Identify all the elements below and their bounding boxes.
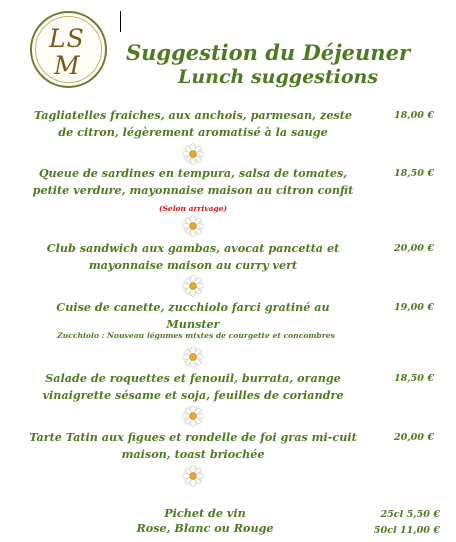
dish-3-description: Club sandwich aux gambas, avocat pancetta et mayonnaise maison au curry vert — [46, 241, 340, 272]
daisy-flower-icon — [182, 215, 204, 237]
title-english: Lunch suggestions — [178, 66, 379, 88]
dish-4-price: 19,00 € — [393, 302, 434, 313]
wine-label — [120, 506, 290, 536]
dish-6-description: Tarte Tatin aux figues et rondelle de foi gras mi-cuit maison, toast briochée — [29, 430, 357, 461]
daisy-flower-icon — [182, 465, 204, 487]
daisy-flower-icon — [182, 405, 204, 427]
dish-6-price: 20,00 € — [393, 432, 434, 443]
wine-label-line1: Pichet de vin — [164, 506, 246, 520]
dish-4-subnote: Zucchiolo : Nouveau légumes mixtes de courgette et concombres — [57, 331, 335, 340]
title-french: Suggestion du Déjeuner — [126, 40, 411, 65]
dish-2-price: 18,50 € — [393, 168, 434, 179]
daisy-flower-icon — [182, 275, 204, 297]
dish-3-price: 20,00 € — [393, 243, 434, 254]
dish-2-text: Queue de sardines en tempura, salsa de tomates, petite verdure, mayonnaise maison au citron confit — [32, 166, 354, 197]
dish-2-description — [28, 165, 358, 217]
logo-letters-bottom: M — [54, 51, 81, 80]
daisy-flower-icon — [182, 143, 204, 165]
daisy-flower-icon — [182, 346, 204, 368]
dish-1-description: Tagliatelles fraiches, aux anchois, parmesan, zeste de citron, légèrement aromatisé à la sauge — [33, 108, 353, 139]
dish-5-price: 18,50 € — [393, 373, 434, 384]
wine-price-25cl: 25cl 5,50 € — [380, 509, 440, 520]
dish-1-price: 18,00 € — [393, 110, 434, 121]
wine-price-50cl: 50cl 11,00 € — [373, 525, 440, 536]
wine-label-line2: Rose, Blanc ou Rouge — [136, 521, 274, 535]
monogram-logo — [30, 11, 107, 88]
dish-5-description: Salade de roquettes et fenouil, burrata, orange vinaigrette sésame et soja, feuilles de coriandre — [42, 371, 344, 402]
wine-prices — [350, 507, 440, 539]
logo-letters-top: LS — [49, 24, 85, 53]
dish-2-note: (Selon arrivage) — [158, 204, 228, 213]
dish-4-description: Cuise de canette, zucchiolo farci gratiné au Munster — [56, 300, 330, 331]
text-cursor — [120, 11, 121, 32]
